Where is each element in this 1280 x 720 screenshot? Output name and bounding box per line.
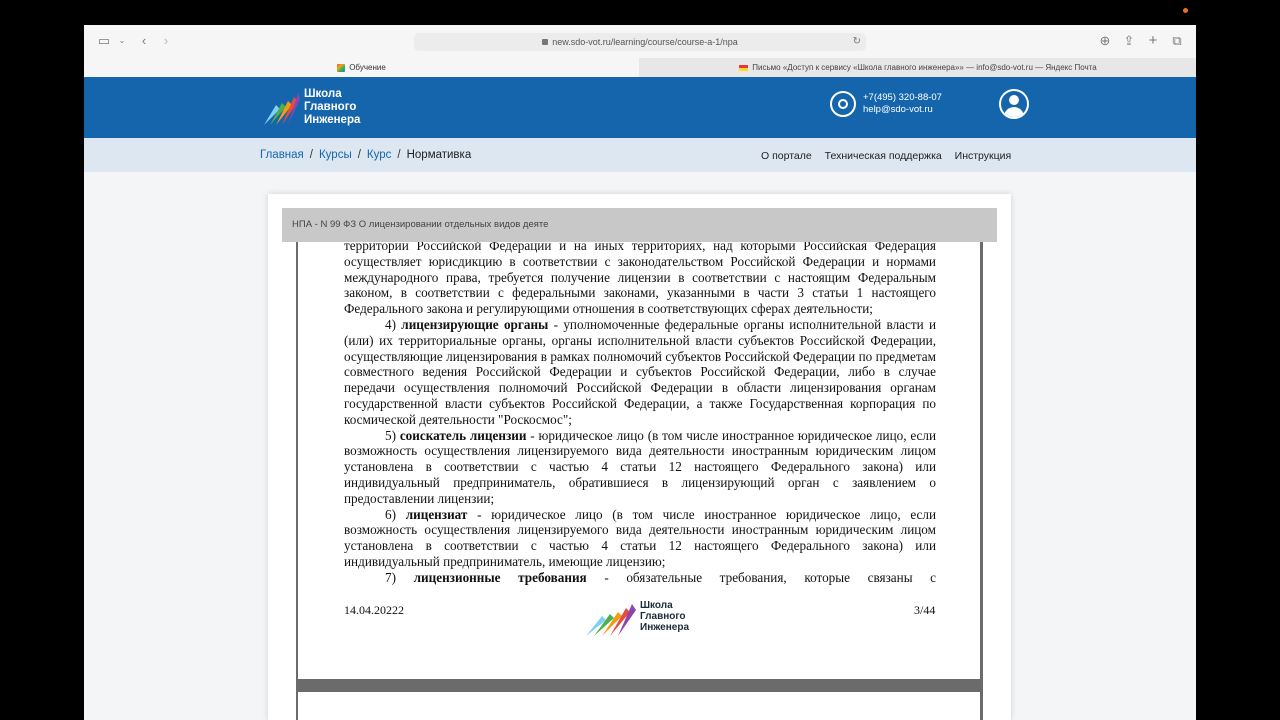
back-icon[interactable]: ‹: [141, 33, 147, 48]
site-header: [84, 77, 1196, 138]
download-icon[interactable]: ⊕: [1099, 33, 1111, 48]
pdf-page: [298, 242, 980, 679]
new-tab-icon[interactable]: +: [1148, 32, 1158, 49]
user-avatar-icon[interactable]: [999, 89, 1029, 119]
tab-overview-icon[interactable]: ⧉: [1172, 33, 1182, 48]
document-title: НПА - N 99 ФЗ О лицензировании отдельных видов деяте: [282, 208, 997, 242]
document-viewer: [268, 194, 1011, 720]
reload-icon[interactable]: ↻: [852, 36, 861, 47]
tab-obuchenie[interactable]: [84, 58, 639, 77]
nav-about[interactable]: О портале: [761, 150, 812, 162]
paragraph: территории Российской Федерации и на иных территориях, над которыми Российская Федерация осуществляет юрисдикцию в соответствии с законодательством Российской Федерации и нормами международного права, требуется получение лицензии в соответствии с настоящим Федеральным законом, в соответствии с федеральными законами, указанными в части 3 статьи 1 настоящего Федерального закона и регулирующими отношения в соответствующих сферах деятельности;: [344, 242, 936, 317]
browser-toolbar: [84, 25, 1196, 58]
address-bar[interactable]: [414, 33, 866, 51]
breadcrumb-home[interactable]: Главная: [260, 149, 304, 161]
footer-logo-text: Школа Главного Инженера: [640, 600, 690, 633]
support-email[interactable]: help@sdo-vot.ru: [863, 104, 933, 115]
nav-instructions[interactable]: Инструкция: [954, 150, 1012, 162]
main-content: [84, 172, 1196, 720]
tab-label: Обучение: [349, 63, 386, 72]
support-contacts: [830, 89, 990, 125]
breadcrumb-course[interactable]: Курс: [366, 149, 392, 161]
lock-icon: [542, 39, 548, 45]
footer-logo: [584, 600, 714, 640]
breadcrumb-courses[interactable]: Курсы: [318, 149, 352, 161]
support-phone[interactable]: +7(495) 320-88-07: [863, 92, 942, 103]
sidebar-toggle-icon[interactable]: ▭: [97, 33, 111, 48]
nav-support[interactable]: Техническая поддержка: [824, 150, 942, 162]
share-icon[interactable]: ⇪: [1123, 33, 1135, 48]
paragraph: 7) лицензионные требования - обязательные требования, которые связаны с: [385, 569, 937, 585]
breadcrumb: Главная / Курсы / Курс / Нормативка: [260, 149, 472, 161]
pdf-page-next: [298, 692, 980, 720]
yandex-mail-icon: [739, 65, 748, 71]
paragraph: 6) лицензиат - юридическое лицо (в том числе иностранное юридическое лицо, если возможность осуществления лицензируемого вида деятельности иностранным юридическим лицом установлена в соответствии с частью 4 статьи 12 настоящего Федерального закона) или индивидуальный предприниматель, имеющие лицензию;: [344, 506, 937, 569]
tab-yandex-mail[interactable]: [640, 58, 1196, 77]
pdf-scroll-area[interactable]: [296, 242, 983, 720]
logo-text: Школа Главного Инженера: [304, 88, 361, 126]
breadcrumb-bar: [84, 138, 1196, 172]
document-text: [344, 242, 936, 586]
chevron-down-icon[interactable]: ⌄: [118, 36, 126, 45]
site-logo[interactable]: [262, 87, 402, 131]
paragraph: 5) соискатель лицензии - юридическое лицо (в том числе иностранное юридическое лицо, если возможность осуществления лицензируемого вида деятельности иностранным юридическим лицом установлена в соответствии с частью 4 статьи 12 настоящего Федерального закона) или индивидуальный предприниматель, обратившиеся в лицензирующий орган с заявлением о предоставлении лицензии;: [344, 427, 937, 506]
url-text: new.sdo-vot.ru/learning/course/course-a-1/npa: [552, 37, 738, 47]
logo-arrows-icon: [584, 602, 636, 638]
footer-date: 14.04.20222: [344, 603, 404, 617]
site-favicon-icon: [337, 64, 345, 72]
footer-page-number: 3/44: [914, 603, 936, 617]
headset-icon: [830, 91, 856, 117]
breadcrumb-current: Нормативка: [406, 149, 472, 161]
tab-label: Письмо «Доступ к сервису «Школа главного инженера»» — info@sdo-vot.ru — Яндекс Почта: [752, 63, 1097, 72]
paragraph: 4) лицензирующие органы - уполномоченные федеральные органы исполнительной власти и (или) их территориальные органы, органы исполнительной власти субъектов Российской Федерации, осуществляющие лицензирования в рамках полномочий субъектов Российской Федерации по предметам совместного ведения Российской Федерации и субъектов Российской Федерации, либо в случае передачи осуществления полномочий Российской Федерации в области лицензирования органам государственной власти субъектов Российской Федерации, а также Государственная корпорация по космической деятельности "Роскосмос";: [344, 316, 937, 427]
logo-arrows-icon: [262, 91, 300, 127]
forward-icon[interactable]: ›: [163, 33, 169, 48]
browser-window: [84, 25, 1196, 720]
tab-bar: [84, 58, 1196, 77]
status-dot: [1183, 8, 1188, 13]
top-nav: [761, 150, 1021, 162]
